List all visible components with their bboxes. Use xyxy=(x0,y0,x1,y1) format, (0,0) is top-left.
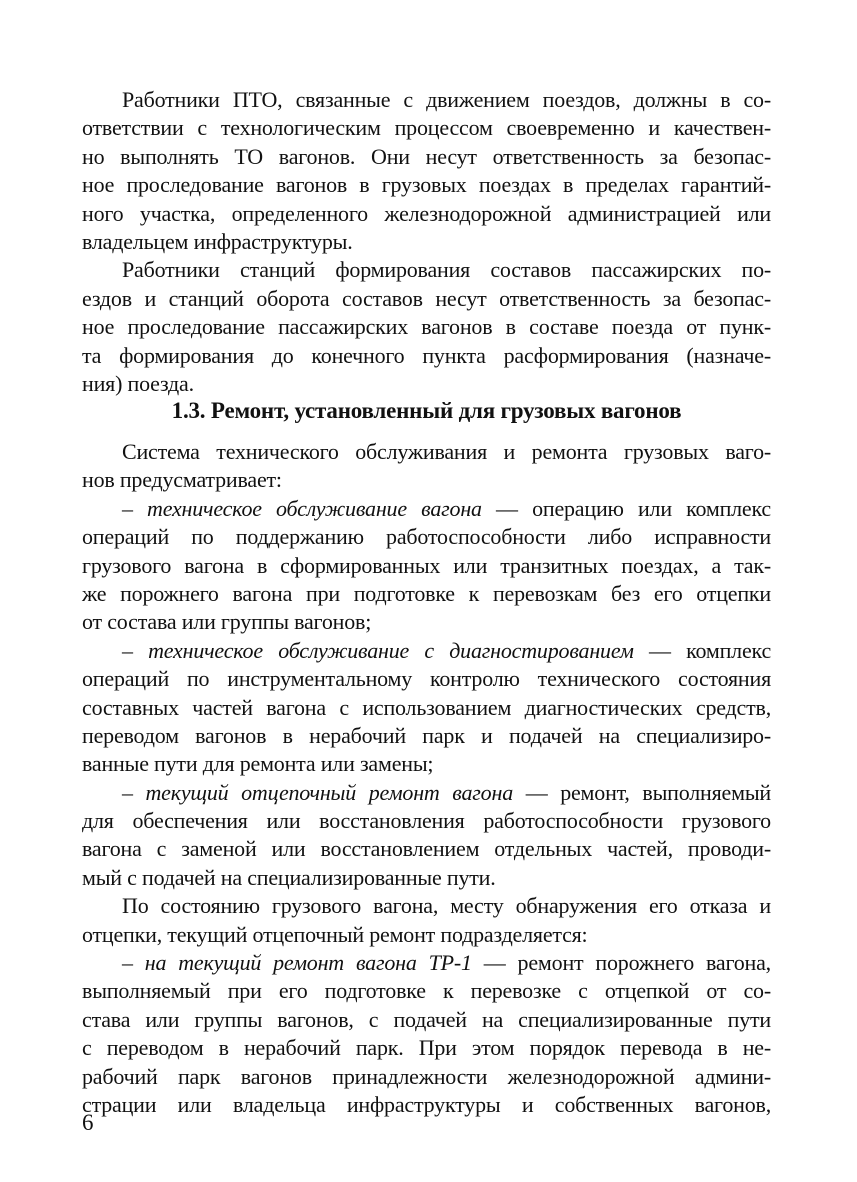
line-text: ное проследование пассажирских вагонов в составе поезда от пунк- xyxy=(82,314,771,340)
text-line xyxy=(82,1091,771,1119)
line-text: — операцию или комплекс xyxy=(481,495,771,521)
text-line xyxy=(82,694,771,722)
text-line xyxy=(82,1063,771,1091)
line-text: ного участка, определенного железнодорожной администрацией или xyxy=(82,200,771,226)
line-text: ездов и станций оборота составов несут ответственность за безопас- xyxy=(82,285,771,311)
line-text: — ремонт, выполняемый xyxy=(513,779,771,805)
text-line xyxy=(82,779,771,807)
page-number: 6 xyxy=(82,1110,94,1135)
text-line xyxy=(82,285,771,313)
line-text: составных частей вагона с использованием диагностических средств, xyxy=(82,694,771,720)
text-line xyxy=(82,86,771,114)
line-text: грузового вагона в сформированных или транзитных поездах, а так- xyxy=(82,552,771,578)
text-line xyxy=(82,1006,771,1034)
text-line xyxy=(82,200,771,228)
italic-term: – на текущий ремонт вагона ТР-1 xyxy=(122,950,472,976)
line-text: вагона с заменой или восстановлением отдельных частей, проводи- xyxy=(82,836,771,862)
line-text: ное проследование вагонов в грузовых поездах в пределах гарантий- xyxy=(82,172,771,198)
text-line xyxy=(82,608,771,636)
line-text: нов предусматривает: xyxy=(82,467,282,493)
text-line xyxy=(82,313,771,341)
line-text: рабочий парк вагонов принадлежности железнодорожной админи- xyxy=(82,1063,771,1089)
text-line xyxy=(82,580,771,608)
line-text: ванные пути для ремонта или замены; xyxy=(82,751,434,777)
line-text: Система технического обслуживания и ремонта грузовых ваго- xyxy=(122,439,771,464)
line-text: от состава или группы вагонов; xyxy=(82,609,372,635)
line-text: выполняемый при его подготовке к перевозке с отцепкой от со- xyxy=(82,978,771,1004)
line-text: отцепки, текущий отцепочный ремонт подразделяется: xyxy=(82,921,588,947)
text-line xyxy=(82,495,771,523)
text-line xyxy=(82,977,771,1005)
line-text: та формирования до конечного пункта расформирования (назначе- xyxy=(82,342,771,368)
section-heading: 1.3. Ремонт, установленный для грузовых вагонов xyxy=(171,398,682,423)
text-line xyxy=(82,921,771,949)
line-text: — ремонт порожнего вагона, xyxy=(471,950,771,976)
text-line xyxy=(82,835,771,863)
text-line xyxy=(82,665,771,693)
line-text: Работники ПТО, связанные с движением поездов, должны в со- xyxy=(122,87,771,112)
text-line xyxy=(82,1034,771,1062)
line-text: но выполнять ТО вагонов. Они несут ответственность за безопас- xyxy=(82,143,771,169)
text-line xyxy=(82,171,771,199)
text-line xyxy=(82,864,771,892)
text-line xyxy=(82,523,771,551)
line-text: же порожнего вагона при подготовке к перевозкам без его отцепки xyxy=(82,580,771,606)
line-text: страции или владельца инфраструктуры и собственных вагонов, xyxy=(82,1091,771,1117)
italic-term: – текущий отцепочный ремонт вагона xyxy=(122,779,513,805)
text-line xyxy=(82,143,771,171)
text-line xyxy=(82,342,771,370)
line-text: для обеспечения или восстановления работоспособности грузового xyxy=(82,808,771,834)
text-line xyxy=(82,949,771,977)
paragraphs-block-1 xyxy=(82,86,771,398)
text-line xyxy=(82,750,771,778)
italic-term: – техническое обслуживание вагона xyxy=(122,495,482,521)
line-text: операций по поддержанию работоспособности либо исправности xyxy=(82,524,771,550)
line-text: По состоянию грузового вагона, месту обнаружения его отказа и xyxy=(122,893,771,919)
line-text: Работники станций формирования составов пассажирских по- xyxy=(122,257,771,283)
text-line xyxy=(82,552,771,580)
text-line xyxy=(82,256,771,284)
text-line xyxy=(82,438,771,466)
italic-term: – техническое обслуживание с диагностированием xyxy=(122,637,634,663)
text-line xyxy=(82,114,771,142)
text-line xyxy=(82,466,771,494)
line-text: става или группы вагонов, с подачей на специализированные пути xyxy=(82,1006,771,1032)
line-text: ния) поезда. xyxy=(82,370,194,396)
line-text: мый с подачей на специализированные пути. xyxy=(82,864,496,890)
line-text: — комплекс xyxy=(633,637,772,663)
text-line xyxy=(82,370,771,398)
line-text: ответствии с технологическим процессом своевременно и качествен- xyxy=(82,115,771,141)
text-line xyxy=(82,892,771,920)
line-text: с переводом в нерабочий парк. При этом порядок перевода в не- xyxy=(82,1035,771,1061)
text-line xyxy=(82,807,771,835)
text-line xyxy=(82,722,771,750)
text-line xyxy=(82,637,771,665)
text-line xyxy=(82,228,771,256)
line-text: операций по инструментальному контролю технического состояния xyxy=(82,666,771,692)
line-text: переводом вагонов в нерабочий парк и подачей на специализиро- xyxy=(82,722,771,748)
line-text: владельцем инфраструктуры. xyxy=(82,228,353,254)
paragraphs-block-2 xyxy=(82,438,771,1119)
